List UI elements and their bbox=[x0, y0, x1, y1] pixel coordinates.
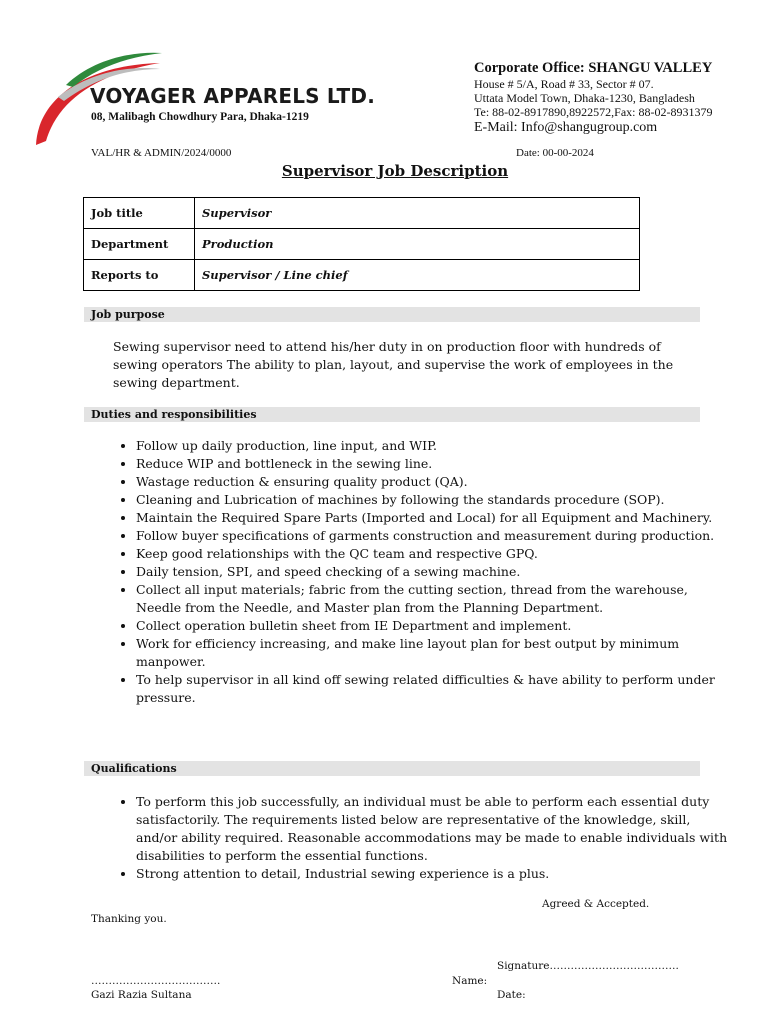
reports-to-label: Reports to bbox=[84, 260, 195, 291]
list-item: • To help supervisor in all kind off sewing related difficulties & have ability to perform under pressure. bbox=[136, 671, 728, 707]
job-purpose-text: Sewing supervisor need to attend his/her duty in on production floor with hundreds of sewing operators The ability to plan, layout, and supervise the work of employees in the sewing department. bbox=[113, 339, 674, 390]
agreed-accepted-text: Agreed & Accepted. bbox=[542, 898, 650, 910]
list-item: • Maintain the Required Spare Parts (Imported and Local) for all Equipment and Machinery. bbox=[136, 509, 728, 527]
list-item: • Keep good relationships with the QC team and respective GPQ. bbox=[136, 545, 728, 563]
table-row bbox=[84, 198, 640, 229]
job-purpose-heading: Job purpose bbox=[84, 307, 700, 322]
table-row bbox=[84, 260, 640, 291]
job-info-table bbox=[83, 197, 640, 291]
list-item: • Reduce WIP and bottleneck in the sewing line. bbox=[136, 455, 728, 473]
list-item: • Collect operation bulletin sheet from IE Department and implement. bbox=[136, 617, 728, 635]
company-address: 08, Malibagh Chowdhury Para, Dhaka-1219 bbox=[91, 111, 309, 123]
list-item: • Daily tension, SPI, and speed checking of a sewing machine. bbox=[136, 563, 728, 581]
list-item: • Follow buyer specifications of garments construction and measurement during production. bbox=[136, 527, 728, 545]
date-label: Date: bbox=[497, 989, 526, 1001]
corporate-office-line1: House # 5/A, Road # 33, Sector # 07. bbox=[474, 77, 654, 91]
list-item: • Cleaning and Lubrication of machines by following the standards procedure (SOP). bbox=[136, 491, 728, 509]
closing-text: Thanking you. bbox=[91, 913, 167, 925]
department-value: Production bbox=[195, 229, 640, 260]
list-item: • Work for efficiency increasing, and make line layout plan for best output by minimum manpower. bbox=[136, 635, 728, 671]
name-label: Name: bbox=[452, 975, 488, 987]
qualifications-heading: Qualifications bbox=[84, 761, 700, 776]
list-item: • Wastage reduction & ensuring quality product (QA). bbox=[136, 473, 728, 491]
signer-signature-line: ………………………………. bbox=[91, 975, 221, 987]
signer-name: Gazi Razia Sultana bbox=[91, 989, 192, 1001]
signature-line: Signature………………………………. bbox=[497, 960, 679, 972]
corporate-office-email: E-Mail: Info@shangugroup.com bbox=[474, 120, 658, 135]
duties-heading: Duties and responsibilities bbox=[84, 407, 700, 422]
corporate-office-line2: Uttata Model Town, Dhaka-1230, Bangladesh bbox=[474, 91, 695, 105]
corporate-office-block bbox=[474, 60, 712, 137]
table-row bbox=[84, 229, 640, 260]
qualifications-list bbox=[113, 793, 728, 883]
job-title-value: Supervisor bbox=[195, 198, 640, 229]
list-item: • Follow up daily production, line input, and WIP. bbox=[136, 437, 728, 455]
document-date: Date: 00-00-2024 bbox=[516, 147, 594, 159]
duties-list bbox=[113, 437, 728, 707]
job-title-label: Job title bbox=[84, 198, 195, 229]
document-title: Supervisor Job Description bbox=[281, 162, 509, 180]
corporate-office-title: Corporate Office: SHANGU VALLEY bbox=[474, 60, 713, 76]
list-item: • To perform this job successfully, an individual must be able to perform each essential duty satisfactorily. The requirements listed below are representative of the knowledge, skill, and/or ability required. Reasonable accommodations may be made to enable individuals with disabilities to perform the essential functions. bbox=[136, 793, 728, 865]
reference-number: VAL/HR & ADMIN/2024/0000 bbox=[91, 147, 232, 159]
company-name: VOYAGER APPARELS LTD. bbox=[90, 84, 375, 108]
department-label: Department bbox=[84, 229, 195, 260]
reports-to-value: Supervisor / Line chief bbox=[195, 260, 640, 291]
list-item: • Collect all input materials; fabric from the cutting section, thread from the warehouse, Needle from the Needle, and Master plan from the Planning Department. bbox=[136, 581, 728, 617]
list-item: • Strong attention to detail, Industrial sewing experience is a plus. bbox=[136, 865, 728, 883]
corporate-office-line3: Te: 88-02-8917890,8922572,Fax: 88-02-8931379 bbox=[474, 105, 713, 119]
